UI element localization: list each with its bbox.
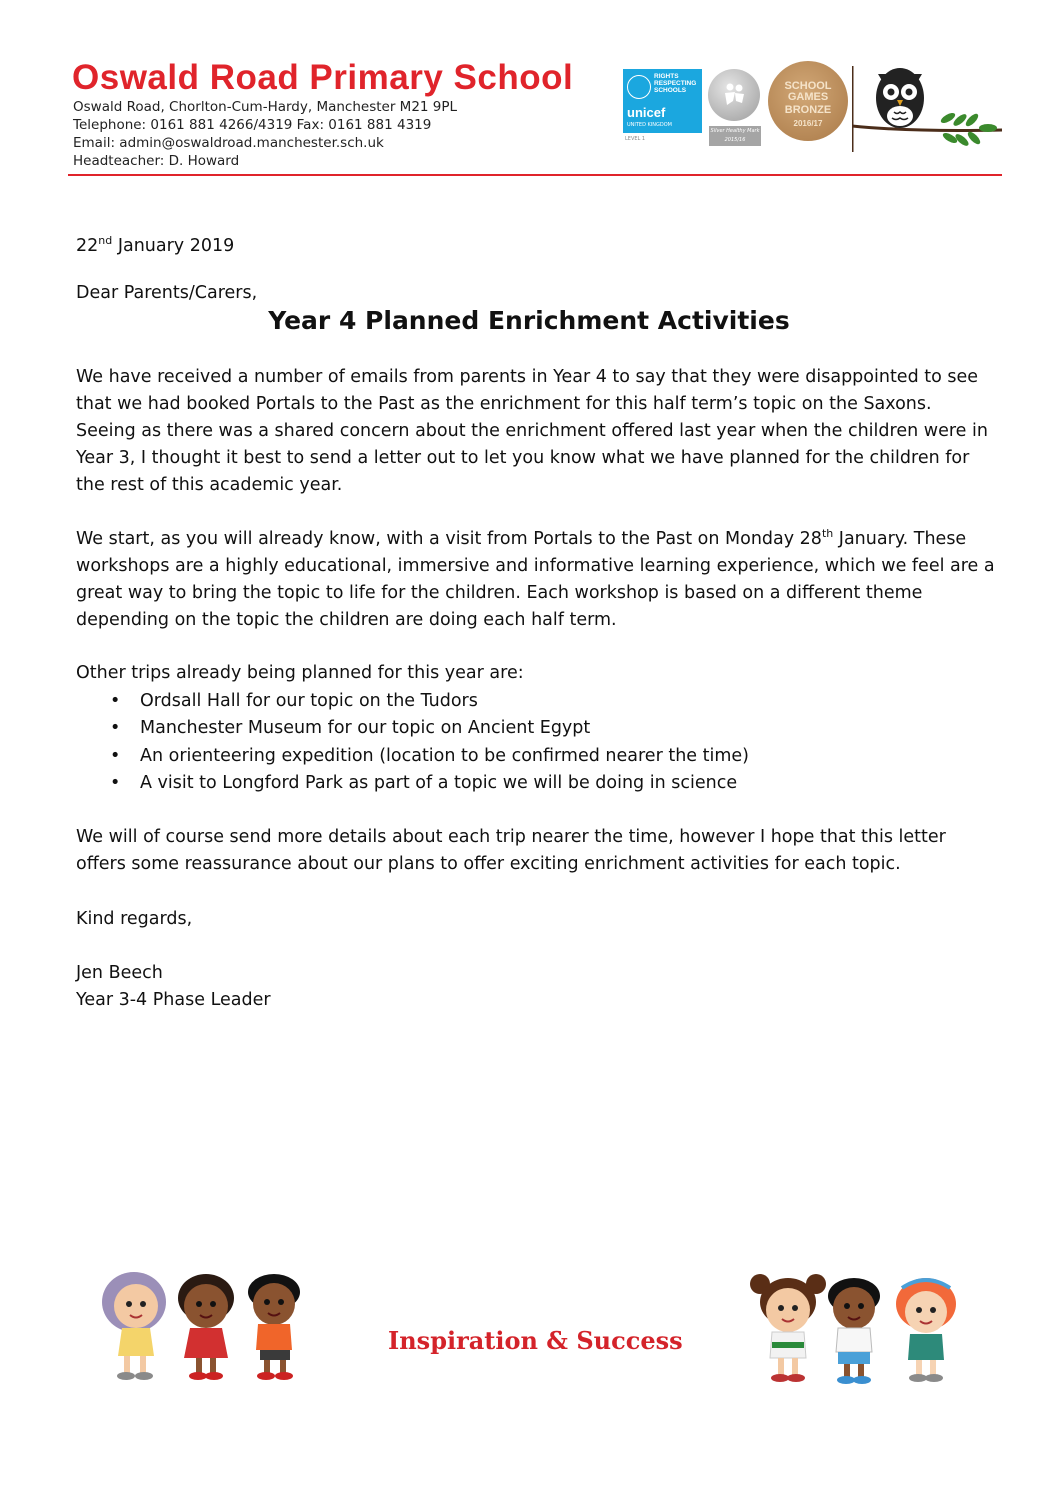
- letter-date: [76, 233, 234, 260]
- salutation: Dear Parents/Carers,: [76, 283, 258, 303]
- signer-name: Jen Beech: [76, 963, 163, 983]
- paragraph-1: We have received a number of emails from parents in Year 4 to say that they were disappointed to see that we had booked Portals to the Past as the enrichment for this half term’s topic on the Saxons. Seeing as there was a shared concern about the enrichment offered last year when the children were in Year 3, I thought it best to send a letter out to let you know what we have planned for the children for the rest of this academic year.: [76, 367, 988, 495]
- letterhead: [68, 58, 1008, 183]
- games-line3: 2016/17: [793, 119, 823, 128]
- rights-respecting-schools-logo: [623, 69, 702, 133]
- trips-list: [76, 688, 749, 797]
- school-telephone: Telephone: 0161 881 4266/4319 Fax: 0161 881 4319: [73, 117, 432, 133]
- paragraph-2: [76, 526, 996, 634]
- children-illustration-right: [746, 1266, 968, 1390]
- trip-text: Manchester Museum for our topic on Ancient Egypt: [140, 718, 591, 739]
- closing: Kind regards,: [76, 909, 193, 929]
- rrs-text: RIGHTS RESPECTING SCHOOLS: [654, 73, 697, 94]
- paragraph-3: We will of course send more details about each trip nearer the time, however I hope that this letter offers some reassurance about our plans to offer exciting enrichment activities for each topic.: [76, 827, 946, 874]
- unicef-text: unicef: [627, 105, 666, 120]
- bullet: •: [110, 718, 121, 739]
- globe-icon: [627, 75, 651, 99]
- unicef-sub: UNITED KINGDOM: [627, 122, 672, 128]
- school-motto: Inspiration & Success: [388, 1326, 683, 1355]
- school-address: Oswald Road, Chorlton-Cum-Hardy, Manchester M21 9PL: [73, 99, 458, 115]
- silver-mark-tag: Silver Healthy Mark 2015/16: [709, 126, 761, 146]
- figures-icon: [721, 81, 747, 107]
- date-suffix: nd: [98, 234, 113, 248]
- school-name: Oswald Road Primary School: [72, 58, 574, 97]
- header-rule: [68, 174, 1002, 176]
- games-line1: SCHOOL GAMES: [784, 80, 832, 103]
- healthy-schools-logo: [708, 69, 760, 121]
- trip-text: An orienteering expedition (location to be confirmed nearer the time): [140, 745, 749, 766]
- bullet: •: [110, 772, 121, 793]
- paragraph-2-part-b: January. These workshops are a highly educational, immersive and informative learning experience, which we feel are a great way to bring the topic to life for the children. Each workshop is based on a different theme depending on the topic the children are doing each half term.: [76, 529, 995, 630]
- owl-branch-logo: [852, 62, 1008, 154]
- trip-text: A visit to Longford Park as part of a topic we will be doing in science: [140, 772, 738, 793]
- date-rest: January 2019: [112, 236, 235, 256]
- bullet: •: [110, 745, 121, 766]
- children-illustration-left: [96, 1262, 312, 1386]
- trips-intro: Other trips already being planned for this year are:: [76, 663, 524, 683]
- games-line2: BRONZE: [784, 104, 832, 116]
- headteacher: Headteacher: D. Howard: [73, 153, 240, 169]
- list-item: [76, 688, 749, 715]
- school-email: Email: admin@oswaldroad.manchester.sch.uk: [73, 135, 384, 151]
- school-games-bronze-logo: [768, 61, 848, 141]
- trip-text: Ordsall Hall for our topic on the Tudors: [140, 691, 478, 711]
- list-item: [76, 743, 749, 770]
- paragraph-2-sup: th: [821, 527, 834, 541]
- bullet: •: [110, 691, 121, 711]
- paragraph-2-part-a: We start, as you will already know, with a visit from Portals to the Past on Monday 28: [76, 529, 822, 549]
- letter-title: Year 4 Planned Enrichment Activities: [268, 306, 790, 335]
- signer-role: Year 3-4 Phase Leader: [76, 990, 271, 1010]
- list-item: [76, 715, 749, 742]
- date-day: 22: [76, 236, 99, 256]
- rrs-level: LEVEL 1: [625, 136, 646, 142]
- list-item: [76, 770, 749, 797]
